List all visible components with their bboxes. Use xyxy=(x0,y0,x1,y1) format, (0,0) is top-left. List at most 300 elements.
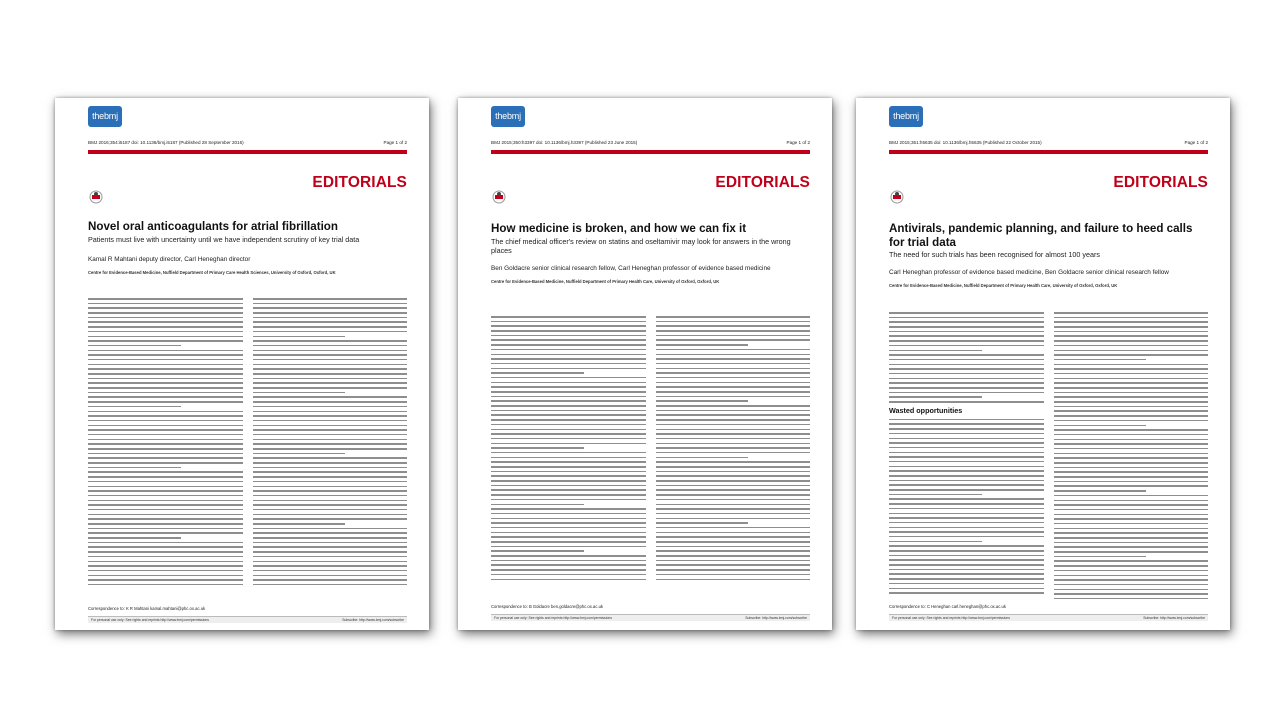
body-text-line xyxy=(889,452,1044,454)
body-text-line xyxy=(656,508,811,510)
body-text-line xyxy=(1054,401,1209,403)
body-text-line xyxy=(656,461,811,463)
article-subtitle: The chief medical officer's review on statins and oseltamivir may look for answers in the wrong places xyxy=(491,236,791,255)
body-text-line xyxy=(253,396,408,398)
body-text-line xyxy=(491,414,646,416)
body-text-line xyxy=(889,373,1044,375)
body-text-line xyxy=(889,531,1044,533)
body-text-line xyxy=(253,579,408,581)
section-label: EDITORIALS xyxy=(715,174,810,191)
body-text-line xyxy=(656,382,811,384)
body-text-line xyxy=(1054,364,1209,366)
body-text-line xyxy=(491,489,646,491)
body-text-line xyxy=(656,410,811,412)
body-text-line xyxy=(491,349,646,351)
body-text-line xyxy=(889,513,1044,515)
correspondence: Correspondence to: K R Mahtani kamal.mahtani@phc.ox.ac.uk xyxy=(88,606,206,611)
affiliation: Centre for Evidence-Based Medicine, Nuffield Department of Primary Care Health Sciences, University of Oxford, Oxford, UK xyxy=(88,269,336,275)
body-text-line xyxy=(491,433,646,435)
body-text-line xyxy=(253,518,408,520)
body-text-line xyxy=(1054,326,1209,328)
body-text-line xyxy=(253,317,408,319)
body-text-line xyxy=(1054,373,1209,375)
body-text-line xyxy=(656,414,811,416)
body-text-line xyxy=(88,326,243,328)
crossmark-icon xyxy=(889,190,905,206)
body-text-line xyxy=(88,546,243,548)
body-text-line xyxy=(491,400,646,402)
body-text-line xyxy=(253,326,408,328)
body-text-line xyxy=(656,321,811,323)
body-text-line xyxy=(889,335,1044,337)
body-text-line xyxy=(88,570,243,572)
body-text-line xyxy=(889,345,1044,347)
body-text-line xyxy=(253,542,408,544)
body-text-line xyxy=(253,392,346,394)
citation-line: BMJ 2016;354:i5187 doi: 10.1136/bmj.i5187 (Published 28 September 2016) xyxy=(88,140,244,145)
body-text-line xyxy=(1054,546,1209,548)
body-text-line xyxy=(1054,396,1209,398)
body-text-line xyxy=(656,480,811,482)
footer-subscribe-link[interactable]: Subscribe: http://www.bmj.com/subscribe xyxy=(745,616,807,620)
body-text-line xyxy=(491,443,646,445)
body-text-line xyxy=(889,484,1044,486)
body-text-line xyxy=(253,382,408,384)
body-text-line xyxy=(1054,476,1209,478)
body-text-line xyxy=(253,312,408,314)
body-text-line xyxy=(253,298,408,300)
authors: Carl Heneghan professor of evidence based medicine, Ben Goldacre senior clinical research fellow xyxy=(889,269,1169,276)
body-text-line xyxy=(253,575,408,577)
footer-bar xyxy=(491,614,810,621)
body-text-line xyxy=(491,504,584,506)
body-text-line xyxy=(889,578,1044,580)
article-title: Novel oral anticoagulants for atrial fibrillation xyxy=(88,220,338,233)
body-text-line xyxy=(1054,518,1209,520)
body-text-line xyxy=(491,574,646,576)
body-text-line xyxy=(1054,387,1209,389)
body-text-line xyxy=(491,344,646,346)
body-text-line xyxy=(253,336,346,338)
body-text-line xyxy=(656,550,811,552)
body-text-line xyxy=(253,340,408,342)
body-text-line xyxy=(88,537,181,539)
body-text-line xyxy=(889,550,1044,552)
body-text-line xyxy=(1054,532,1209,534)
body-text-line xyxy=(88,439,243,441)
body-text-line xyxy=(889,508,1044,510)
body-text-line xyxy=(491,550,584,552)
body-text-line xyxy=(88,392,243,394)
bmj-logo: thebmj xyxy=(491,106,525,127)
footer-rights-link[interactable]: For personal use only: See rights and reprints http://www.bmj.com/permissions xyxy=(91,618,209,622)
body-text-line xyxy=(88,321,243,323)
body-text-line xyxy=(491,325,646,327)
body-text-line xyxy=(88,556,243,558)
body-text-line xyxy=(1054,462,1209,464)
body-text-line xyxy=(889,321,1044,323)
body-text-line xyxy=(88,359,243,361)
body-text-line xyxy=(656,457,749,459)
footer-bar xyxy=(889,614,1208,621)
body-text-line xyxy=(1054,415,1209,417)
body-text-line xyxy=(656,368,811,370)
body-text-line xyxy=(88,317,243,319)
body-text-line xyxy=(88,561,243,563)
body-text-line xyxy=(889,364,1044,366)
body-text-line xyxy=(656,349,811,351)
body-text-line xyxy=(88,425,243,427)
body-text-line xyxy=(491,382,646,384)
body-text-line xyxy=(1054,598,1209,600)
body-text-line xyxy=(253,425,408,427)
body-text-line xyxy=(88,307,243,309)
body-text-line xyxy=(889,475,1044,477)
body-text-line xyxy=(656,555,811,557)
body-text-line xyxy=(491,377,646,379)
body-text-line xyxy=(88,303,243,305)
correspondence: Correspondence to: B Goldacre ben.goldacre@phc.ox.ac.uk xyxy=(491,604,604,609)
body-text-line xyxy=(253,495,408,497)
body-text-line xyxy=(253,462,408,464)
body-text-line xyxy=(253,350,408,352)
body-text-line xyxy=(88,336,243,338)
body-text-line xyxy=(1054,560,1209,562)
title-block xyxy=(491,222,810,285)
editorial-page-medicine-broken xyxy=(458,98,832,630)
affiliation: Centre for Evidence-Based Medicine, Nuffield Department of Primary Health Care, University of Oxford, Oxford, UK xyxy=(491,278,720,284)
body-text-line xyxy=(656,372,811,374)
article-title: Antivirals, pandemic planning, and failure to heed calls for trial data xyxy=(889,222,1193,249)
body-text-line xyxy=(656,579,811,581)
body-text-line xyxy=(1054,509,1209,511)
body-text-line xyxy=(253,476,408,478)
body-column-right xyxy=(656,316,811,583)
body-text-line xyxy=(656,386,811,388)
body-text-line xyxy=(1054,335,1209,337)
body-text-line xyxy=(889,489,1044,491)
page-number: Page 1 of 2 xyxy=(1184,140,1208,145)
footer-subscribe-link[interactable]: Subscribe: http://www.bmj.com/subscribe xyxy=(1143,616,1205,620)
authors: Ben Goldacre senior clinical research fellow, Carl Heneghan professor of evidence based medicine xyxy=(491,264,771,272)
body-column-right xyxy=(1054,312,1209,603)
body-text-line xyxy=(491,447,584,449)
body-text-line xyxy=(253,471,408,473)
body-text-line xyxy=(889,466,1044,468)
body-text-line xyxy=(656,518,811,520)
body-text-line xyxy=(253,321,408,323)
body-text-line xyxy=(88,565,243,567)
body-text-line xyxy=(656,330,811,332)
body-text-line xyxy=(88,490,243,492)
body-text-line xyxy=(88,481,243,483)
body-text-line xyxy=(889,423,1044,425)
body-text-line xyxy=(253,443,408,445)
body-text-line xyxy=(1054,359,1147,361)
body-text-line xyxy=(491,555,646,557)
body-text-line xyxy=(491,461,646,463)
body-columns xyxy=(491,316,810,583)
body-text-line xyxy=(889,517,1044,519)
body-text-line xyxy=(88,443,243,445)
body-text-line xyxy=(656,391,811,393)
body-text-line xyxy=(1054,490,1147,492)
citation-line: BMJ 2015;351:h5635 doi: 10.1136/bmj.h5635 (Published 22 October 2015) xyxy=(889,140,1042,145)
body-text-line xyxy=(88,551,243,553)
body-text-line xyxy=(88,401,243,403)
body-text-line xyxy=(889,317,1044,319)
article-subtitle: Patients must live with uncertainty until we have independent scrutiny of key trial data xyxy=(88,234,360,244)
bmj-logo: thebmj xyxy=(889,106,923,127)
body-text-line xyxy=(88,528,243,530)
body-text-line xyxy=(88,434,243,436)
body-text-line xyxy=(889,592,1044,594)
body-text-line xyxy=(253,364,408,366)
body-text-line xyxy=(253,528,408,530)
body-text-line xyxy=(88,406,181,408)
body-text-line xyxy=(491,475,646,477)
body-text-line xyxy=(88,396,243,398)
body-text-line xyxy=(889,350,982,352)
body-text-line xyxy=(889,545,1044,547)
body-text-line xyxy=(491,480,646,482)
body-text-line xyxy=(656,522,749,524)
body-text-line xyxy=(88,542,243,544)
body-text-line xyxy=(253,584,408,586)
body-text-line xyxy=(491,424,646,426)
body-text-line xyxy=(1054,340,1209,342)
body-text-line xyxy=(88,500,243,502)
body-text-line xyxy=(1054,584,1209,586)
body-columns xyxy=(889,312,1208,603)
body-text-line xyxy=(656,494,811,496)
section-subhead: Wasted opportunities xyxy=(889,405,963,415)
body-text-line xyxy=(656,438,811,440)
body-text-line xyxy=(1054,448,1209,450)
editorial-page-anticoagulants xyxy=(55,98,429,630)
body-text-line xyxy=(656,546,811,548)
footer-rights-link[interactable]: For personal use only: See rights and reprints http://www.bmj.com/permissions xyxy=(892,616,1010,620)
body-text-line xyxy=(889,378,1044,380)
body-text-line xyxy=(656,424,811,426)
body-text-line xyxy=(1054,537,1209,539)
body-text-line xyxy=(491,471,646,473)
body-text-line xyxy=(253,331,408,333)
body-text-line xyxy=(491,522,646,524)
body-text-line xyxy=(889,588,1044,590)
body-text-line xyxy=(889,433,1044,435)
body-text-line xyxy=(88,429,243,431)
body-text-line xyxy=(253,556,408,558)
page-number: Page 1 of 2 xyxy=(383,140,407,145)
body-text-line xyxy=(656,447,811,449)
body-text-line xyxy=(253,551,408,553)
body-text-line xyxy=(656,504,811,506)
body-text-line xyxy=(889,312,1044,314)
body-text-line xyxy=(253,486,408,488)
body-text-line xyxy=(253,415,408,417)
body-text-line xyxy=(889,494,982,496)
body-text-line xyxy=(88,584,243,586)
body-text-line xyxy=(889,583,1044,585)
body-text-line xyxy=(491,438,646,440)
body-text-line xyxy=(253,481,408,483)
body-text-line xyxy=(253,546,408,548)
body-text-line xyxy=(491,363,646,365)
body-text-line xyxy=(1054,345,1209,347)
body-text-line xyxy=(1054,495,1209,497)
title-block xyxy=(889,222,1208,289)
body-text-line xyxy=(88,345,181,347)
body-text-line xyxy=(253,368,408,370)
body-text-line xyxy=(491,354,646,356)
body-text-line xyxy=(491,457,646,459)
body-text-line xyxy=(1054,425,1147,427)
body-text-line xyxy=(88,298,243,300)
body-text-line xyxy=(889,396,982,398)
body-text-line xyxy=(88,575,243,577)
body-text-line xyxy=(88,415,243,417)
body-text-line xyxy=(1054,443,1209,445)
body-text-line xyxy=(253,359,408,361)
body-text-line xyxy=(88,340,243,342)
body-text-line xyxy=(889,536,1044,538)
body-text-line xyxy=(491,339,646,341)
body-text-line xyxy=(88,420,243,422)
editorial-page-antivirals xyxy=(856,98,1230,630)
body-text-line xyxy=(88,350,243,352)
body-text-line xyxy=(253,439,408,441)
body-text-line xyxy=(253,570,408,572)
body-text-line xyxy=(1054,368,1209,370)
affiliation: Centre for Evidence-Based Medicine, Nuffield Department of Primary Health Care, University of Oxford, Oxford, UK xyxy=(889,283,1118,288)
body-text-line xyxy=(88,495,243,497)
body-text-line xyxy=(656,358,811,360)
body-text-line xyxy=(656,354,811,356)
body-text-line xyxy=(1054,471,1209,473)
body-text-line xyxy=(491,499,646,501)
body-text-line xyxy=(88,387,243,389)
body-text-line xyxy=(491,368,646,370)
body-text-line xyxy=(491,466,646,468)
body-text-line xyxy=(88,532,243,534)
body-text-line xyxy=(656,400,749,402)
body-text-line xyxy=(1054,504,1209,506)
body-text-line xyxy=(1054,331,1209,333)
body-column-left xyxy=(491,316,646,583)
body-text-line xyxy=(889,326,1044,328)
body-text-line xyxy=(88,523,243,525)
body-text-line xyxy=(1054,392,1209,394)
body-text-line xyxy=(491,335,646,337)
body-text-line xyxy=(1054,312,1209,314)
body-text-line xyxy=(656,316,811,318)
body-text-line xyxy=(656,574,811,576)
body-text-line xyxy=(88,457,243,459)
body-text-line xyxy=(253,514,408,516)
body-text-line xyxy=(491,410,646,412)
body-text-line xyxy=(1054,528,1209,530)
body-text-line xyxy=(491,419,646,421)
body-text-line xyxy=(1054,556,1147,558)
body-text-line xyxy=(88,462,243,464)
body-text-line xyxy=(491,386,646,388)
body-text-line xyxy=(491,541,646,543)
body-text-line xyxy=(656,339,811,341)
body-text-line xyxy=(491,405,646,407)
body-text-line xyxy=(253,406,408,408)
title-block xyxy=(88,220,407,276)
bmj-logo: thebmj xyxy=(88,106,122,127)
body-text-line xyxy=(889,331,1044,333)
body-text-line xyxy=(88,354,243,356)
body-text-line xyxy=(491,579,646,581)
body-text-line xyxy=(253,509,408,511)
body-text-line xyxy=(253,500,408,502)
body-text-line xyxy=(88,411,243,413)
body-text-line xyxy=(656,569,811,571)
body-text-line xyxy=(491,452,646,454)
body-text-line xyxy=(253,561,408,563)
body-text-line xyxy=(889,522,1044,524)
body-text-line xyxy=(889,428,1044,430)
body-text-line xyxy=(656,325,811,327)
body-text-line xyxy=(1054,589,1209,591)
body-text-line xyxy=(889,559,1044,561)
body-text-line xyxy=(656,363,811,365)
body-text-line xyxy=(491,560,646,562)
body-text-line xyxy=(253,434,408,436)
article-subtitle: The need for such trials has been recognised for almost 100 years xyxy=(889,250,1100,259)
footer-rights-link[interactable]: For personal use only: See rights and reprints http://www.bmj.com/permissions xyxy=(494,616,612,620)
body-text-line xyxy=(491,372,584,374)
body-text-line xyxy=(1054,542,1209,544)
body-text-line xyxy=(253,523,346,525)
body-text-line xyxy=(1054,570,1209,572)
body-text-line xyxy=(491,494,646,496)
body-text-line xyxy=(253,401,408,403)
body-text-line xyxy=(1054,457,1209,459)
body-text-line xyxy=(88,514,243,516)
body-text-line xyxy=(253,378,408,380)
body-text-line xyxy=(1054,378,1209,380)
body-text-line xyxy=(889,382,1044,384)
body-text-line xyxy=(253,411,408,413)
body-text-line xyxy=(656,527,811,529)
body-text-line xyxy=(253,307,408,309)
body-text-line xyxy=(889,456,1044,458)
body-text-line xyxy=(253,448,408,450)
body-text-line xyxy=(88,476,243,478)
body-text-line xyxy=(253,387,408,389)
body-text-line xyxy=(656,443,811,445)
body-text-line xyxy=(253,420,408,422)
body-text-line xyxy=(889,480,1044,482)
body-text-line xyxy=(889,555,1044,557)
body-text-line xyxy=(1054,481,1209,483)
body-text-line xyxy=(656,475,811,477)
body-text-line xyxy=(1054,434,1209,436)
body-text-line xyxy=(656,466,811,468)
body-text-line xyxy=(491,569,646,571)
body-text-line xyxy=(88,373,243,375)
citation-line: BMJ 2015;350:h3397 doi: 10.1136/bmj.h3397 (Published 23 June 2015) xyxy=(491,140,638,145)
footer-subscribe-link[interactable]: Subscribe: http://www.bmj.com/subscribe xyxy=(342,618,404,622)
body-text-line xyxy=(889,368,1044,370)
body-text-line xyxy=(1054,354,1209,356)
body-text-line xyxy=(889,340,1044,342)
body-text-line xyxy=(656,499,811,501)
